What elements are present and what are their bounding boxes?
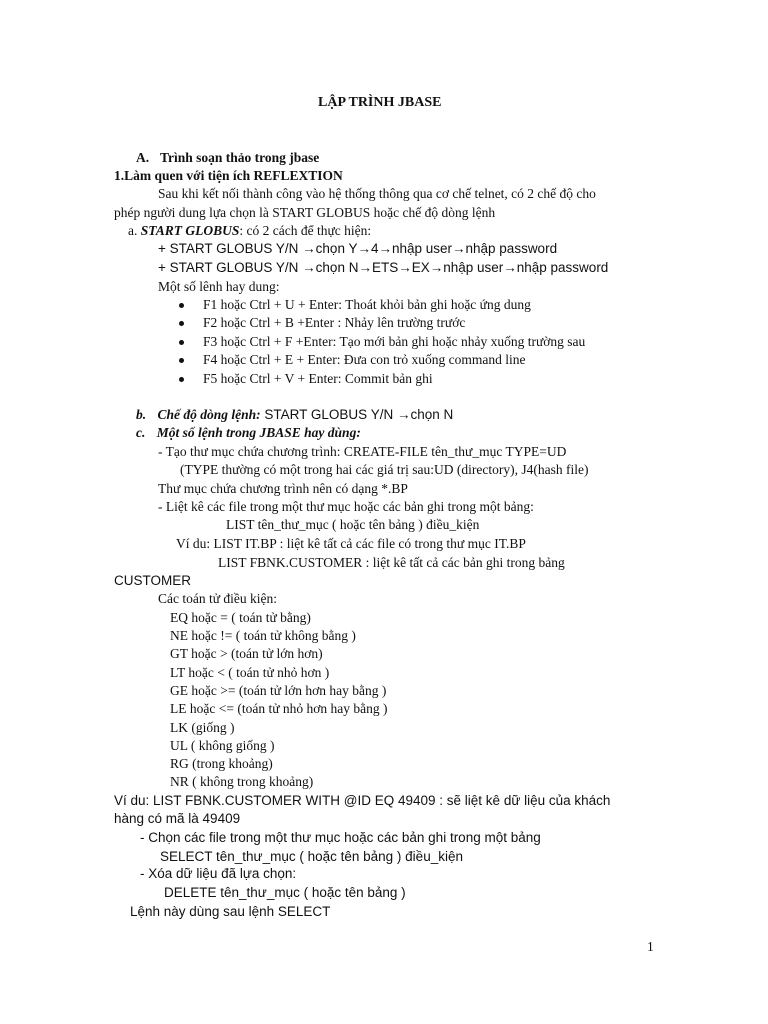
- operator-nr: NR ( không trong khoảng): [170, 774, 314, 789]
- bullet-dot: [179, 377, 184, 382]
- section-a-marker: A.: [136, 150, 150, 165]
- type-note-line: (TYPE thường có một trong hai các giá trị sau:UD (directory), J4(hash file): [180, 462, 589, 477]
- operator-lt: LT hoặc < ( toán tử nhỏ hơn ): [170, 665, 330, 680]
- item-c: [136, 424, 361, 442]
- item-a-label: START GLOBUS: [140, 223, 240, 238]
- item-b-marker: b.: [136, 407, 147, 422]
- heading-1-text: 1.Làm quen với tiện ích REFLEXTION: [114, 168, 343, 183]
- intro-line-2: phép người dung lựa chọn là START GLOBUS hoặc chế độ dòng lệnh: [114, 205, 496, 220]
- page-title: LẬP TRÌNH JBASE: [318, 95, 442, 110]
- operator-gt: GT hoặc > (toán tử lớn hơn): [170, 646, 323, 661]
- list-example-2: LIST FBNK.CUSTOMER : liệt kê tất cả các bản ghi trong bảng: [218, 555, 565, 570]
- bullet-item-4: F4 hoặc Ctrl + E + Enter: Đưa con trỏ xuống command line: [203, 352, 526, 367]
- item-a-marker: a.: [128, 223, 138, 238]
- item-a-rest: : có 2 cách để thực hiện:: [239, 223, 372, 238]
- bullet-item-3: F3 hoặc Ctrl + F +Enter: Tạo mới bản ghi hoặc nhảy xuống trường sau: [203, 334, 586, 349]
- bullet-dot: [179, 340, 184, 345]
- item-b: [136, 406, 453, 424]
- way-2: + START GLOBUS Y/N →chọn N→ETS→EX→nhập user→nhập password: [158, 260, 609, 275]
- bullet-item-1: F1 hoặc Ctrl + U + Enter: Thoát khỏi bản ghi hoặc ứng dung: [203, 297, 531, 312]
- section-a-heading: Trình soạn thảo trong jbase: [160, 150, 320, 165]
- item-c-marker: c.: [136, 425, 146, 440]
- bp-note-line: Thư mục chứa chương trình nên có dạng *.BP: [158, 481, 408, 496]
- select-syntax-line: SELECT tên_thư_mục ( hoặc tên bảng ) điều_kiện: [160, 849, 463, 864]
- delete-desc-line: - Xóa dữ liệu đã lựa chọn:: [140, 866, 297, 881]
- heading-1: [114, 167, 343, 185]
- list-example-1: Ví du: LIST IT.BP : liệt kê tất cả các file có trong thư mục IT.BP: [176, 536, 526, 551]
- list-syntax-line: LIST tên_thư_mục ( hoặc tên bảng ) điều_kiện: [226, 517, 480, 532]
- operator-ul: UL ( không giống ): [170, 738, 275, 753]
- operator-ne: NE hoặc != ( toán tử không bằng ): [170, 628, 356, 643]
- list-desc-line: - Liệt kê các file trong một thư mục hoặc các bản ghi trong một bảng:: [158, 499, 534, 514]
- delete-syntax-line: DELETE tên_thư_mục ( hoặc tên bảng ): [164, 885, 406, 900]
- bullet-item-5: F5 hoặc Ctrl + V + Enter: Commit bản ghi: [203, 371, 433, 386]
- item-c-label: Một số lệnh trong JBASE hay dùng:: [156, 425, 361, 440]
- common-commands-label: Một số lênh hay dung:: [158, 279, 280, 294]
- example-line-2: hàng có mã là 49409: [114, 811, 241, 826]
- operator-rg: RG (trong khoảng): [170, 756, 273, 771]
- bullet-dot: [179, 321, 184, 326]
- select-note-line: Lệnh này dùng sau lệnh SELECT: [130, 904, 331, 919]
- operator-ge: GE hoặc >= (toán tử lớn hơn hay bằng ): [170, 683, 387, 698]
- operator-lk: LK (giống ): [170, 720, 235, 735]
- bullet-item-2: F2 hoặc Ctrl + B +Enter : Nhảy lên trường trước: [203, 315, 466, 330]
- select-desc-line: - Chọn các file trong một thư mục hoặc các bản ghi trong một bảng: [140, 830, 541, 845]
- bullet-dot: [179, 358, 184, 363]
- example-line-1: Ví du: LIST FBNK.CUSTOMER WITH @ID EQ 49409 : sẽ liệt kê dữ liệu của khách: [114, 793, 611, 808]
- list-example-2-cont: CUSTOMER: [114, 573, 192, 588]
- item-a: [128, 222, 371, 240]
- operator-eq: EQ hoặc = ( toán tử bằng): [170, 610, 311, 625]
- intro-line-1: Sau khi kết nối thành công vào hệ thống thông qua cơ chế telnet, có 2 chế độ cho: [158, 186, 596, 201]
- item-b-label: Chế độ dòng lệnh:: [157, 407, 261, 422]
- operators-label: Các toán tử điều kiện:: [158, 591, 278, 606]
- create-file-line: - Tạo thư mục chứa chương trình: CREATE-FILE tên_thư_mục TYPE=UD: [158, 444, 567, 459]
- operator-le: LE hoặc <= (toán tử nhỏ hơn hay bằng ): [170, 701, 388, 716]
- item-b-rest: START GLOBUS Y/N →chọn N: [260, 407, 454, 422]
- bullet-dot: [179, 303, 184, 308]
- page-number: 1: [647, 939, 654, 954]
- way-1: + START GLOBUS Y/N →chọn Y→4→nhập user→nhập password: [158, 241, 558, 256]
